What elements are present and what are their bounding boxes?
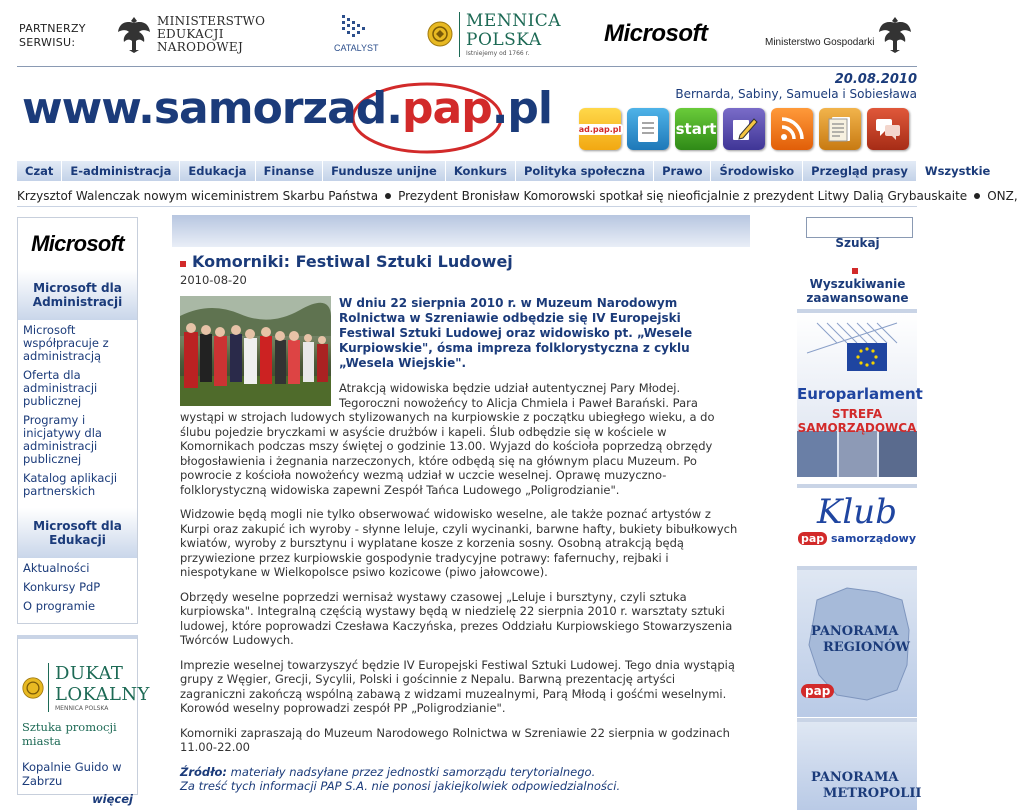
dukat-slogan: Sztuka promocji miasta	[22, 720, 117, 748]
panorama-subtitle: REGIONÓW	[823, 640, 911, 655]
admin-heading: Microsoft dla Administracji	[18, 270, 137, 320]
more-link[interactable]: więcej	[92, 792, 133, 806]
ad-pap-label: ad.pap.pl	[578, 124, 622, 134]
dukat-name-line: DUKAT	[55, 663, 124, 684]
article-paragraph: Imprezie weselnej towarzyszyć będzie IV Europejski Festiwal Sztuki Ludowej. Tego dnia wystąpią grupy z Węgier, Grecji, Sycylii, Polski i gościnnie z Nepalu. Barwną prezentację artyści zagraniczni zakończą wspólną zabawą z widzami muzealnymi, Parą Młodą i gośćmi weselnymi. Korowód weselny poprowadzi zespół PP „Poligrodzianie".	[180, 657, 735, 715]
admin-link[interactable]: Oferta dla administracji publicznej	[23, 368, 98, 408]
edu-links	[18, 558, 137, 623]
pap-badge: pap	[798, 532, 827, 545]
nav-item[interactable]: Finanse	[256, 161, 324, 181]
advanced-search-link[interactable]: Wyszukiwanie zaawansowane	[806, 263, 909, 305]
nav-item[interactable]: Środowisko	[711, 161, 803, 181]
article-source	[180, 765, 740, 793]
partner-men-link[interactable]	[117, 8, 265, 60]
advanced-bullet	[852, 268, 858, 274]
article-date: 2010-08-20	[180, 273, 247, 287]
klub-subline	[797, 532, 917, 545]
source-label: Źródło:	[180, 764, 227, 779]
eagle-emblem-icon	[117, 14, 151, 54]
nav-item[interactable]: Fundusze unijne	[323, 161, 446, 181]
dukat-sub: MENNICA POLSKA	[55, 705, 109, 712]
current-date: 20.08.2010	[834, 72, 917, 87]
dukat-name-line: LOKALNY	[55, 684, 150, 705]
nav-item[interactable]: Edukacja	[180, 161, 255, 181]
mennica-text: MENNICA POLSKA Istniejemy od 1766 r.	[459, 12, 561, 57]
chat-icon	[874, 116, 902, 142]
panorama-regionow-banner[interactable]	[797, 566, 917, 717]
source-text: materiały nadsyłane przez jednostki samorządu terytorialnego.	[226, 764, 596, 779]
edu-link[interactable]: Aktualności	[23, 561, 90, 575]
partner-men-text: MINISTERSTWO EDUKACJI NARODOWEJ	[157, 13, 266, 54]
edu-link[interactable]: Konkursy PdP	[23, 580, 101, 594]
edu-link[interactable]: O programie	[23, 599, 96, 613]
ticker-item[interactable]: Krzysztof Walenczak nowym wiceministrem Skarbu Państwa	[17, 189, 379, 203]
panorama-subtitle: METROPOLII	[823, 786, 922, 801]
article-lead: W dniu 22 sierpnia 2010 r. w Muzeum Narodowym Rolnictwa w Szreniawie odbędzie się IV Europejski Festiwal Sztuki Ludowej oraz widowisko pt. „Wesele Kurpiowskie", ósma impreza folklorystyczna z cyklu „Wesela Wiejskie".	[339, 296, 693, 370]
ticker-item[interactable]: Prezydent Bronisław Komorowski spotkał się nieoficjalnie z prezydent Litwy Dalią Grybauskaite	[398, 189, 968, 203]
search-button[interactable]: Szukaj	[835, 236, 880, 250]
partner-microsoft-link[interactable]	[604, 8, 708, 60]
article-band	[172, 215, 750, 247]
panorama-metropolii-banner[interactable]	[797, 718, 922, 810]
article-paragraph: Komorniki zapraszają do Muzeum Narodowego Rolnictwa w Szreniawie 22 sierpnia w godzinach 11.00-22.00	[180, 725, 730, 754]
article-paragraph: Widzowie będą mogli nie tylko obserwować widowisko weselne, ale także poznać artystów z Kurpi oraz zakupić ich wyroby - słynne leluje, czyli wycinanki, barwne hafty, bukiety bibułkowych kwiatów, wyroby z bursztynu i wyplatane kosze z korzenia sosny. Osobną atrakcją będą przywiezione przez kurpiowskie gospodynie tradycyjne potrawy: fafernuchy, rejbaki i niespotykane w Wielkopolsce psiwo kozicowe (piwo jałowcowe).	[180, 507, 738, 579]
article-paragraph: Obrzędy weselne poprzedzi wernisaż wystawy czasowej „Leluje i bursztyny, czyli sztuka kurpiowska". Integralną częścią wystawy będą w niedzielę 22 sierpnia 2010 r. warsztaty sztuki ludowej, które poprowadzi Czesława Kaczyńska, prezes Oddziału Kurpiowskiego Stowarzyszenia Twórców Ludowych.	[180, 589, 733, 647]
nav-item[interactable]: Prawo	[654, 161, 711, 181]
mennica-coin-icon	[427, 21, 453, 47]
microsoft-box	[17, 217, 138, 624]
nav-item[interactable]: Polityka społeczna	[516, 161, 654, 181]
nav-item[interactable]: Wszystkie	[917, 161, 999, 181]
search-input[interactable]	[806, 217, 913, 238]
press-button[interactable]	[819, 108, 861, 150]
news-ticker	[17, 186, 1018, 207]
namedays: Bernarda, Sabiny, Samuela i Sobiesława	[675, 87, 917, 101]
dukat-box	[17, 635, 150, 806]
admin-link[interactable]: Microsoft współpracuje z administracją	[23, 323, 109, 363]
logo-pap: pap	[402, 83, 492, 134]
article-paragraph: Atrakcją widowiska będzie udział autentycznej Pary Młodej. Tegoroczni nowożeńcy to Alicja Chmiela i Paweł Barański. Para wystąpi w strojach ludowych stylizowanych na kurpiowskie z początku ubiegłego wieku, a do ślubu pojedzie bryczkami w asyście drużbów i kapeli. Ślub odbędzie się w kościele w Komornikach podczas mszy świętej o godzinie 13.00. Wyjazd do kościoła poprzedzą obrzędy błogosławienia i żegnania narzeczonych, które odbędą się na głównym placu Muzeum. Po powrocie z kościoła nowożeńcy wezmą udział w uczcie weselnej. Oprawę muzyczno-folklorystyczną widowiska zapewni Zespół Tańca Ludowego „Poligrodzianie".	[180, 381, 715, 497]
divider	[17, 66, 917, 67]
main-nav	[17, 160, 991, 181]
partner-catalyst-link[interactable]	[334, 8, 379, 60]
logo-suffix: .pl	[491, 83, 552, 134]
write-button[interactable]	[723, 108, 765, 150]
admin-link[interactable]: Katalog aplikacji partnerskich	[23, 471, 118, 498]
start-button[interactable]	[675, 108, 717, 150]
ad-pap-button[interactable]	[579, 108, 621, 150]
site-logo-link[interactable]	[22, 83, 552, 134]
ticker-item[interactable]: ONZ,	[987, 189, 1018, 203]
date-block	[675, 72, 917, 101]
start-label: start	[675, 120, 717, 138]
admin-links	[18, 320, 137, 508]
document-icon	[636, 115, 660, 143]
nav-item[interactable]: Przegląd prasy	[803, 161, 917, 181]
microsoft-box-logo[interactable]: Microsoft	[31, 231, 124, 256]
nav-item[interactable]: Czat	[17, 161, 62, 181]
dukat-logo[interactable]	[22, 663, 150, 712]
dukat-coin-icon	[22, 677, 44, 699]
microsoft-logo: Microsoft	[604, 20, 708, 47]
document-button[interactable]	[627, 108, 669, 150]
admin-link[interactable]: Programy i inicjatywy dla administracji publicznej	[23, 413, 102, 466]
tool-icons	[579, 108, 909, 150]
klub-title: Klub	[817, 492, 897, 532]
europarlament-title: Europarlament	[797, 385, 923, 403]
panorama-title: PANORAMA	[811, 770, 899, 785]
ticker-bullet	[385, 193, 391, 199]
article	[180, 252, 740, 793]
europarlament-sub: STREFA SAMORZĄDOWCA	[797, 407, 917, 435]
nav-item[interactable]: E-administracja	[62, 161, 180, 181]
title-bullet	[180, 261, 186, 267]
left-column	[17, 217, 150, 806]
klub-banner[interactable]	[797, 484, 917, 560]
eagle-emblem-icon	[878, 14, 912, 54]
pen-icon	[730, 115, 758, 143]
europarlament-banner[interactable]	[797, 309, 923, 481]
rss-button[interactable]	[771, 108, 813, 150]
dukat-link[interactable]: Kopalnie Guido w Zabrzu	[22, 760, 122, 788]
catalyst-logo-icon	[334, 15, 374, 41]
article-photo	[180, 296, 331, 406]
pap-badge: pap	[801, 684, 834, 698]
catalyst-label: CATALYST	[334, 43, 379, 53]
article-title: Komorniki: Festiwal Sztuki Ludowej	[180, 252, 740, 271]
partners-label: PARTNERZY SERWISU:	[19, 22, 86, 49]
rss-icon	[779, 116, 805, 142]
partner-mg-link[interactable]	[765, 8, 912, 60]
photo-illustration	[180, 296, 331, 406]
mg-label: Ministerstwo Gospodarki	[765, 36, 875, 48]
panorama-title: PANORAMA	[811, 624, 899, 639]
chat-button[interactable]	[867, 108, 909, 150]
edu-heading: Microsoft dla Edukacji	[18, 508, 137, 558]
newspaper-icon	[828, 115, 852, 143]
ticker-bullet	[974, 193, 980, 199]
partner-mennica-link[interactable]	[427, 8, 561, 60]
logo-prefix: www.samorzad.	[22, 83, 403, 134]
disclaimer: Za treść tych informacji PAP S.A. nie ponosi jakiejkolwiek odpowiedzialności.	[180, 778, 621, 793]
nav-item[interactable]: Konkurs	[446, 161, 516, 181]
partners-bar	[0, 0, 933, 66]
klub-sub: samorządowy	[831, 532, 917, 545]
